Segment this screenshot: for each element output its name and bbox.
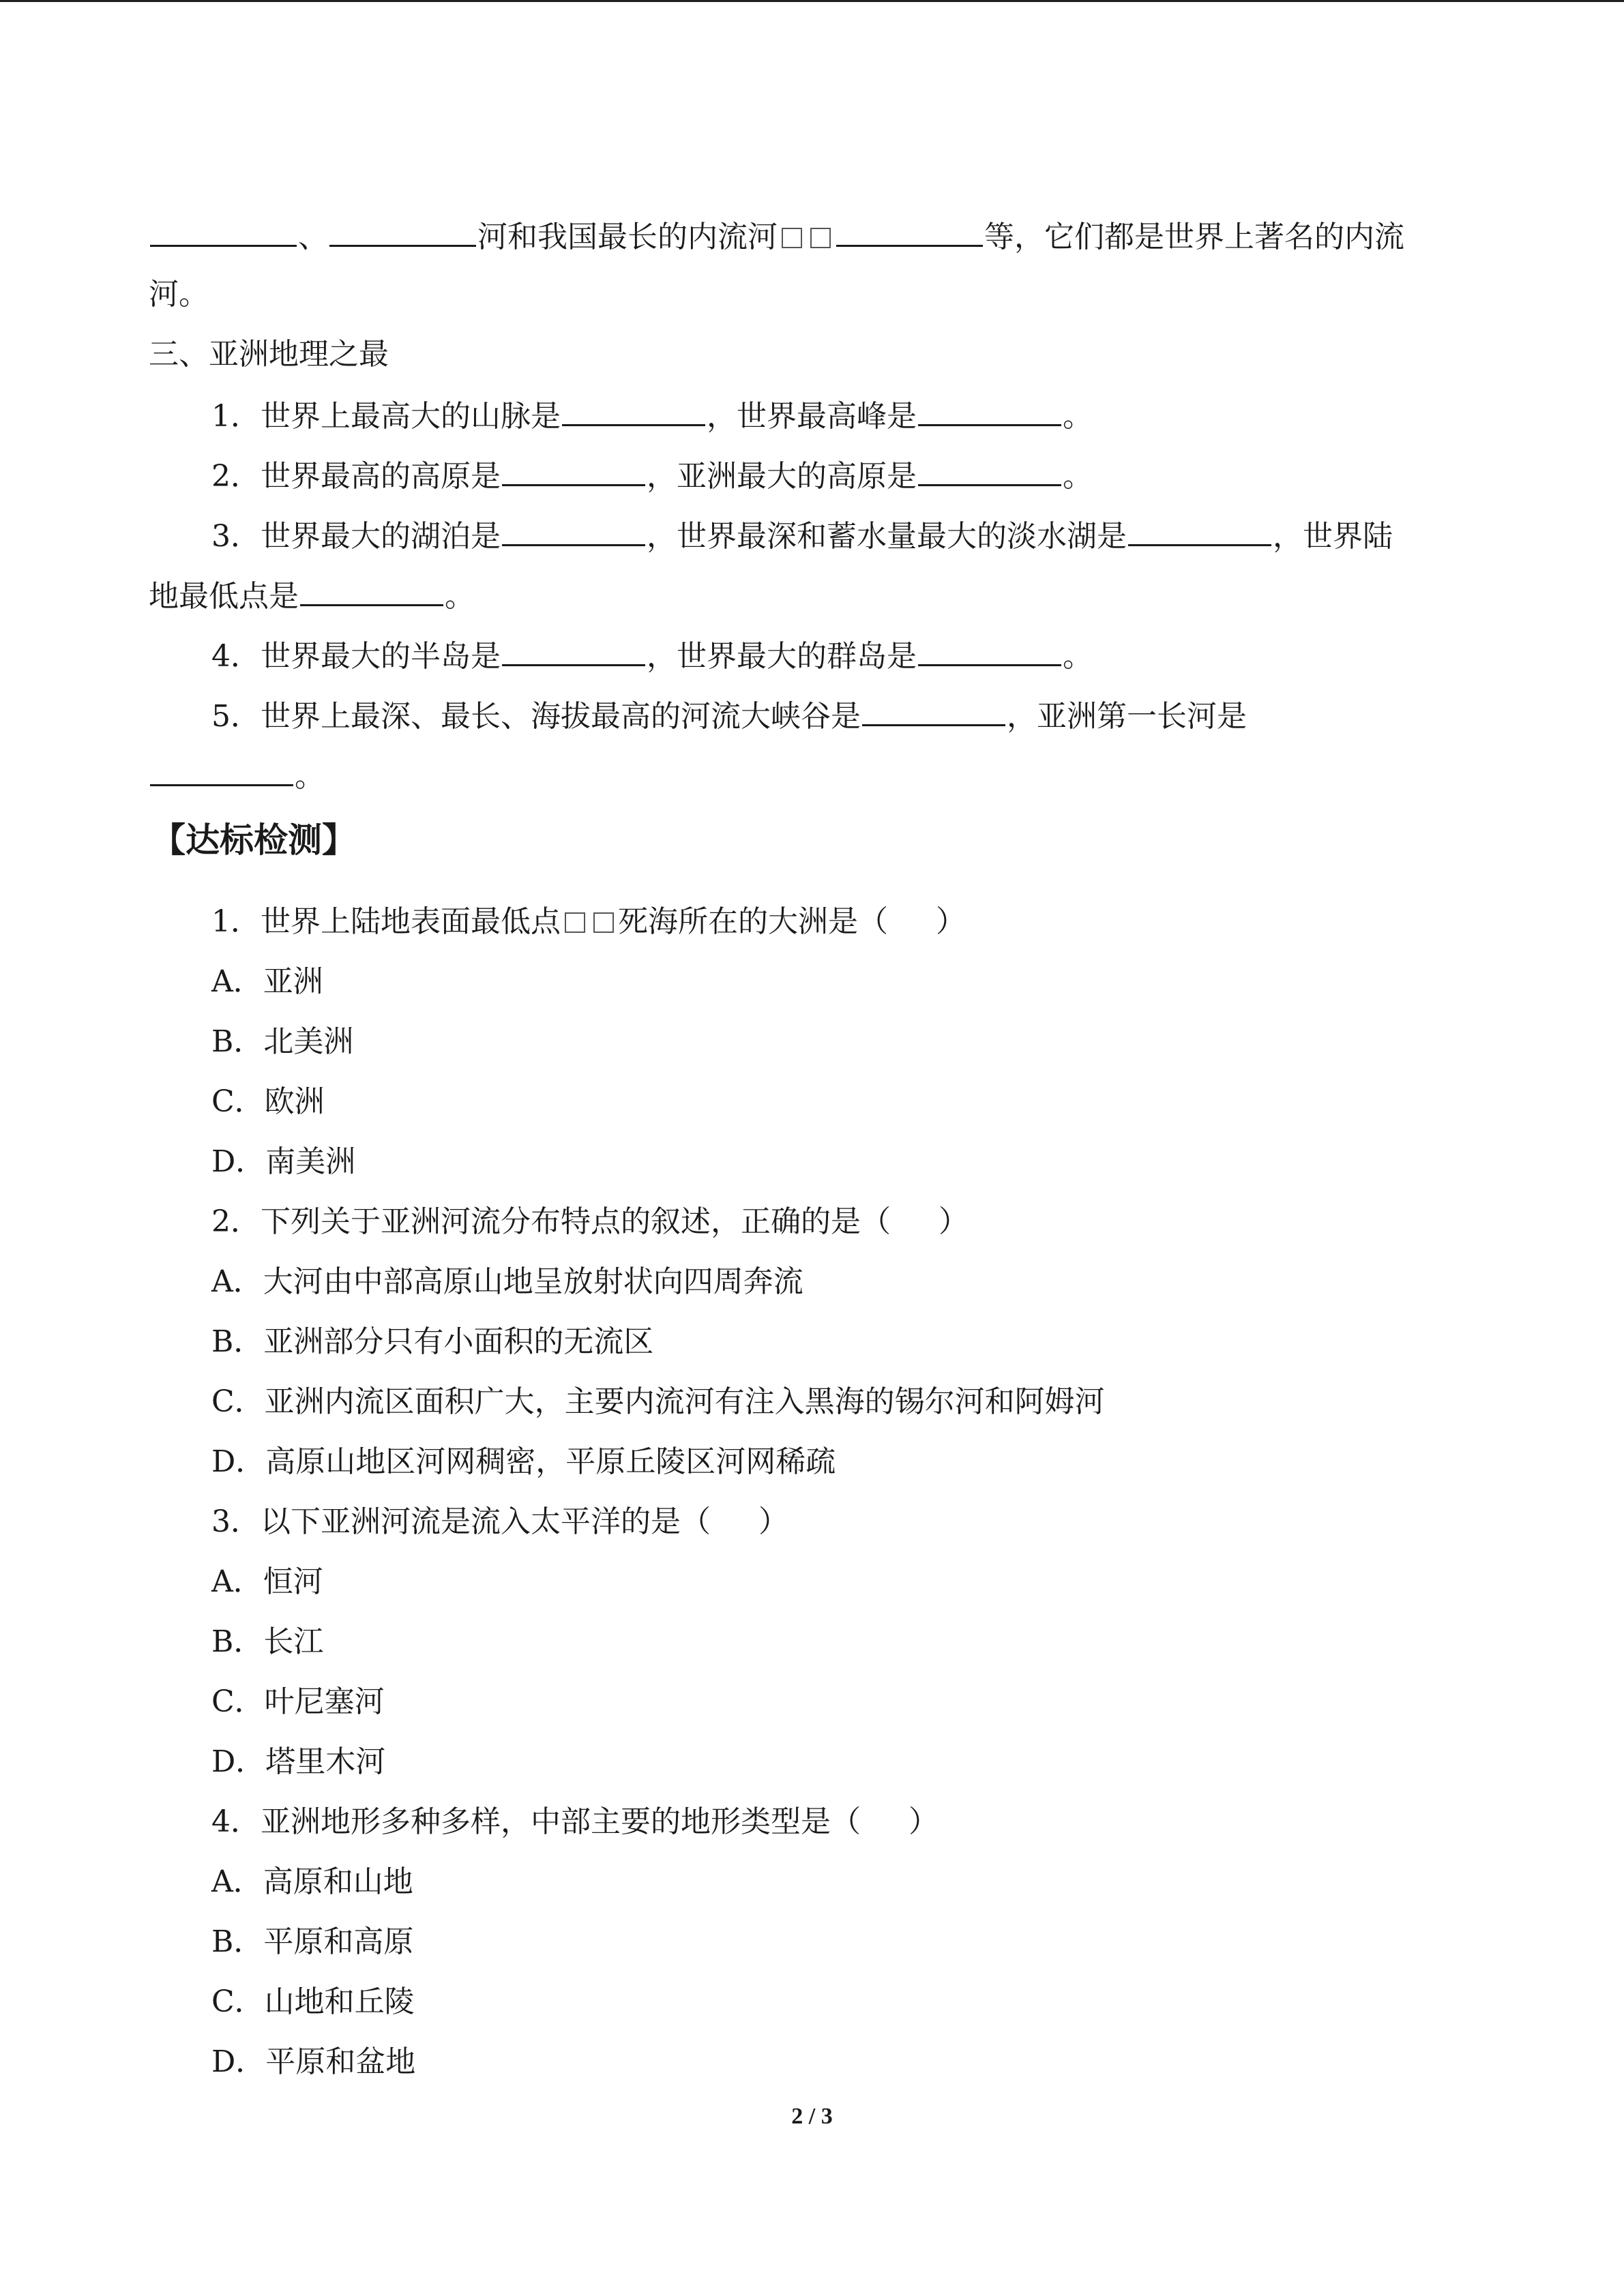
q3-5-line-cont: 。 <box>149 754 325 795</box>
option-a[interactable]: A．高原和山地 <box>211 1864 413 1899</box>
question-1-stem: 1．世界上陆地表面最低点 死海所在的大洲是（ ） <box>211 904 966 939</box>
option-d[interactable]: D．南美洲 <box>211 1144 356 1179</box>
missing-glyph-icon <box>810 228 831 248</box>
missing-glyph-icon <box>593 912 614 933</box>
section-heading-test: 【达标检测】 <box>151 820 356 860</box>
answer-blank[interactable] <box>1128 514 1271 546</box>
inland-rivers-line: 、 河和我国最长的内流河 等，它们都是世界上著名的内流 <box>149 215 1404 256</box>
q3-3-line-cont: 地最低点是 。 <box>149 574 475 615</box>
answer-blank[interactable] <box>300 574 443 606</box>
q3-2-line: 2．世界最高的高原是 ，亚洲最大的高原是 。 <box>211 454 1093 495</box>
top-border <box>0 0 1624 2</box>
answer-blank[interactable] <box>150 754 293 786</box>
option-b[interactable]: B．长江 <box>211 1624 324 1659</box>
missing-glyph-icon <box>782 228 802 248</box>
question-4-stem: 4．亚洲地形多种多样，中部主要的地形类型是（ ） <box>211 1804 939 1839</box>
q3-1-line: 1．世界上最高大的山脉是 ，世界最高峰是 。 <box>211 394 1093 435</box>
answer-blank[interactable] <box>836 215 983 247</box>
option-d[interactable]: D．平原和盆地 <box>211 2044 416 2079</box>
answer-blank[interactable] <box>562 394 705 426</box>
option-d[interactable]: D．高原山地区河网稠密，平原丘陵区河网稀疏 <box>211 1444 836 1479</box>
question-3-stem: 3．以下亚洲河流是流入太平洋的是（ ） <box>211 1504 788 1539</box>
option-c[interactable]: C．亚洲内流区面积广大，主要内流河有注入黑海的锡尔河和阿姆河 <box>211 1384 1105 1419</box>
answer-blank[interactable] <box>918 454 1061 486</box>
question-2-stem: 2．下列关于亚洲河流分布特点的叙述，正确的是（ ） <box>211 1204 969 1239</box>
section3-title: 三、亚洲地理之最 <box>149 337 389 372</box>
answer-blank[interactable] <box>150 215 297 247</box>
answer-blank[interactable] <box>502 514 645 546</box>
option-c[interactable]: C．欧洲 <box>211 1084 325 1119</box>
page-number: 2 / 3 <box>791 2104 833 2129</box>
answer-blank[interactable] <box>862 694 1005 726</box>
option-a[interactable]: A．亚洲 <box>211 964 323 999</box>
inland-rivers-line-end: 河。 <box>149 277 209 312</box>
option-a[interactable]: A．恒河 <box>211 1564 323 1599</box>
option-b[interactable]: B．北美洲 <box>211 1024 354 1059</box>
option-b[interactable]: B．亚洲部分只有小面积的无流区 <box>211 1324 654 1359</box>
q3-4-line: 4．世界最大的半岛是 ，世界最大的群岛是 。 <box>211 634 1093 675</box>
option-c[interactable]: C．叶尼塞河 <box>211 1684 385 1719</box>
answer-blank[interactable] <box>918 394 1061 426</box>
answer-blank[interactable] <box>329 215 476 247</box>
q3-3-line: 3．世界最大的湖泊是 ，世界最深和蓄水量最大的淡水湖是 ，世界陆 <box>211 514 1393 555</box>
answer-blank[interactable] <box>502 454 645 486</box>
answer-blank[interactable] <box>502 634 645 666</box>
option-d[interactable]: D．塔里木河 <box>211 1744 386 1779</box>
option-c[interactable]: C．山地和丘陵 <box>211 1984 415 2019</box>
q3-5-line: 5．世界上最深、最长、海拔最高的河流大峡谷是 ，亚洲第一长河是 <box>211 694 1247 735</box>
option-b[interactable]: B．平原和高原 <box>211 1924 414 1959</box>
answer-blank[interactable] <box>918 634 1061 666</box>
option-a[interactable]: A．大河由中部高原山地呈放射状向四周奔流 <box>211 1264 803 1299</box>
missing-glyph-icon <box>565 912 585 933</box>
